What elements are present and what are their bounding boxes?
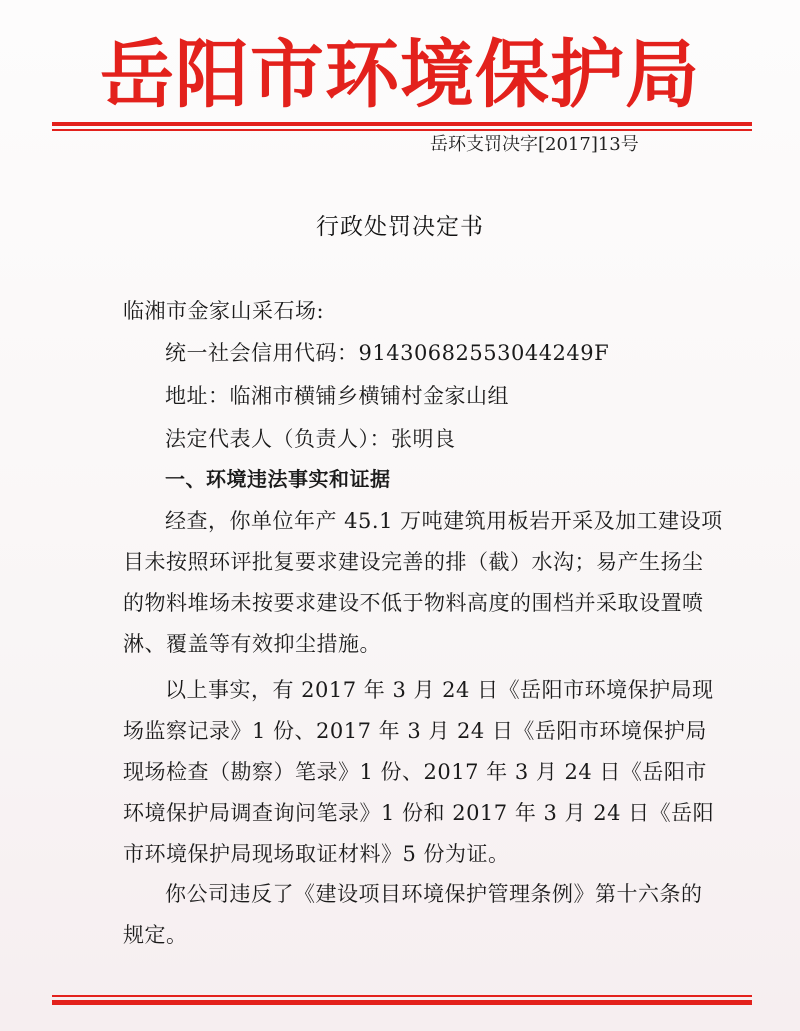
paragraph-facts: 经查，你单位年产 45.1 万吨建筑用板岩开采及加工建设项目未按照环评批复要求建设完善的排（截）水沟；易产生扬尘的物料堆场未按要求建设不低于物料高度的围档并采取设置喷淋、覆盖等有效抑尘措施。 [123, 509, 723, 656]
letterhead-title: 岳阳市环境保护局 [100, 32, 700, 118]
document-number: 岳环支罚决字[2017]13号 [430, 134, 639, 155]
address-line: 地址：临湘市横铺乡横铺村金家山组 [165, 384, 509, 408]
paragraph-violation: 你公司违反了《建设项目环境保护管理条例》第十六条的规定。 [123, 882, 703, 947]
footer-rule-thick [52, 1000, 752, 1005]
paragraph-evidence: 以上事实，有 2017 年 3 月 24 日《岳阳市环境保护局现场监察记录》1 份、2017 年 3 月 24 日《岳阳市环境保护局现场检查（勘察）笔录》1 份、2017 年 3 月 24 日《岳阳市环境保护局调查询问笔录》1 份和 2017 年 3 月 24 日《岳阳市环境保护局现场取证材料》5 份为证。 [123, 678, 715, 866]
letterhead-rule-thin [52, 129, 752, 131]
letterhead-rule-thick [52, 122, 752, 126]
footer-rule-thin [52, 995, 752, 997]
credit-code-line: 统一社会信用代码：91430682553044249F [165, 341, 610, 365]
legal-representative-line: 法定代表人（负责人）：张明良 [165, 427, 456, 451]
section-heading: 一、环境违法事实和证据 [165, 467, 391, 491]
document-type-title: 行政处罚决定书 [316, 214, 484, 240]
recipient-line: 临湘市金家山采石场: [123, 299, 325, 323]
